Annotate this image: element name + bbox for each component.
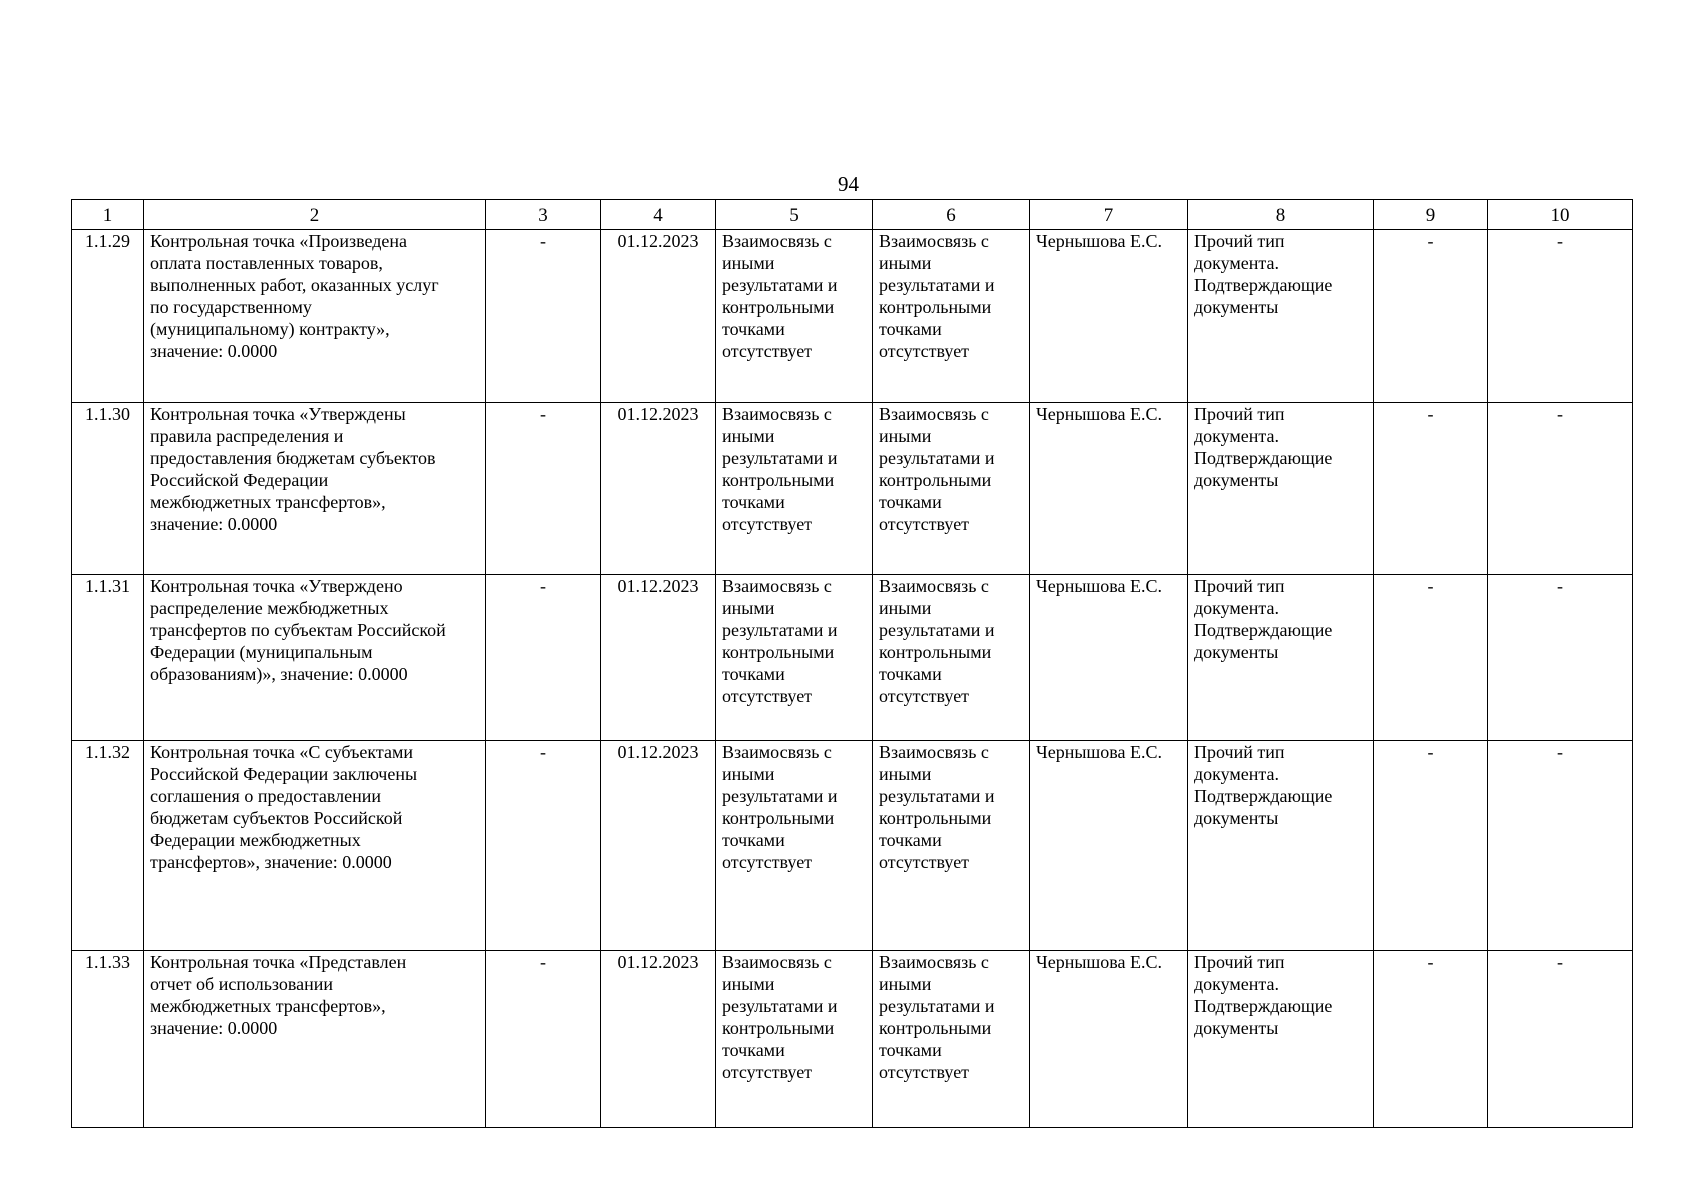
header-col-8: 8	[1188, 200, 1374, 230]
header-col-3: 3	[486, 200, 601, 230]
header-col-9: 9	[1374, 200, 1488, 230]
row-col3: -	[486, 575, 601, 741]
row-title-text: Контрольная точка «Представлен отчет об использовании межбюджетных трансфертов», значение: 0.0000	[150, 952, 407, 1038]
row-responsible: Чернышова Е.С.	[1030, 951, 1188, 1128]
row-col5-text: Взаимосвязь с иными результатами и контрольными точками отсутствует	[722, 404, 838, 534]
row-col10: -	[1488, 951, 1633, 1128]
row-responsible: Чернышова Е.С.	[1030, 741, 1188, 951]
control-points-table	[71, 199, 1633, 1128]
row-title	[144, 741, 486, 951]
row-doc-type-text: Прочий тип документа. Подтверждающие документы	[1194, 576, 1333, 662]
page-number: 94	[838, 172, 859, 196]
row-col10: -	[1488, 230, 1633, 403]
row-date: 01.12.2023	[601, 741, 716, 951]
row-col3: -	[486, 741, 601, 951]
row-col9: -	[1374, 230, 1488, 403]
table-row	[72, 230, 1633, 403]
row-col5	[716, 951, 873, 1128]
row-col9: -	[1374, 403, 1488, 575]
table-row	[72, 575, 1633, 741]
row-col10: -	[1488, 741, 1633, 951]
row-col6	[873, 403, 1030, 575]
row-responsible: Чернышова Е.С.	[1030, 403, 1188, 575]
row-col9: -	[1374, 741, 1488, 951]
row-doc-type	[1188, 230, 1374, 403]
row-doc-type-text: Прочий тип документа. Подтверждающие документы	[1194, 742, 1333, 828]
row-col9: -	[1374, 951, 1488, 1128]
row-doc-type-text: Прочий тип документа. Подтверждающие документы	[1194, 231, 1333, 317]
table-row	[72, 951, 1633, 1128]
row-col6-text: Взаимосвязь с иными результатами и контрольными точками отсутствует	[879, 404, 995, 534]
header-col-6: 6	[873, 200, 1030, 230]
row-col6-text: Взаимосвязь с иными результатами и контрольными точками отсутствует	[879, 742, 995, 872]
row-number: 1.1.30	[72, 403, 144, 575]
row-doc-type	[1188, 951, 1374, 1128]
row-col3: -	[486, 403, 601, 575]
row-col5	[716, 230, 873, 403]
row-col6	[873, 575, 1030, 741]
row-title	[144, 403, 486, 575]
row-number: 1.1.31	[72, 575, 144, 741]
header-col-1: 1	[72, 200, 144, 230]
row-date: 01.12.2023	[601, 403, 716, 575]
row-doc-type	[1188, 575, 1374, 741]
header-col-10: 10	[1488, 200, 1633, 230]
header-col-2: 2	[144, 200, 486, 230]
table-row	[72, 741, 1633, 951]
row-col10: -	[1488, 403, 1633, 575]
row-col5-text: Взаимосвязь с иными результатами и контрольными точками отсутствует	[722, 231, 838, 361]
row-number: 1.1.33	[72, 951, 144, 1128]
row-title	[144, 951, 486, 1128]
header-col-5: 5	[716, 200, 873, 230]
header-col-4: 4	[601, 200, 716, 230]
row-col6	[873, 951, 1030, 1128]
row-col5-text: Взаимосвязь с иными результатами и контрольными точками отсутствует	[722, 952, 838, 1082]
row-date: 01.12.2023	[601, 575, 716, 741]
row-col5-text: Взаимосвязь с иными результатами и контрольными точками отсутствует	[722, 742, 838, 872]
row-number: 1.1.29	[72, 230, 144, 403]
row-col6	[873, 741, 1030, 951]
row-col6	[873, 230, 1030, 403]
row-col3: -	[486, 230, 601, 403]
row-doc-type	[1188, 741, 1374, 951]
row-responsible: Чернышова Е.С.	[1030, 230, 1188, 403]
row-col5	[716, 403, 873, 575]
row-col10: -	[1488, 575, 1633, 741]
row-title-text: Контрольная точка «С субъектами Российской Федерации заключены соглашения о предоставлении бюджетам субъектов Российской Федерации межбюджетных трансфертов», значение: 0.0000	[150, 742, 418, 872]
row-col6-text: Взаимосвязь с иными результатами и контрольными точками отсутствует	[879, 952, 995, 1082]
row-col5	[716, 741, 873, 951]
row-col5-text: Взаимосвязь с иными результатами и контрольными точками отсутствует	[722, 576, 838, 706]
header-col-7: 7	[1030, 200, 1188, 230]
row-doc-type-text: Прочий тип документа. Подтверждающие документы	[1194, 952, 1333, 1038]
row-title-text: Контрольная точка «Утверждены правила распределения и предоставления бюджетам субъектов Российской Федерации межбюджетных трансфертов», значение: 0.0000	[150, 404, 436, 534]
header-row	[72, 200, 1633, 230]
row-date: 01.12.2023	[601, 951, 716, 1128]
row-col6-text: Взаимосвязь с иными результатами и контрольными точками отсутствует	[879, 576, 995, 706]
row-responsible: Чернышова Е.С.	[1030, 575, 1188, 741]
row-doc-type	[1188, 403, 1374, 575]
row-doc-type-text: Прочий тип документа. Подтверждающие документы	[1194, 404, 1333, 490]
table-row	[72, 403, 1633, 575]
row-title	[144, 575, 486, 741]
row-number: 1.1.32	[72, 741, 144, 951]
row-date: 01.12.2023	[601, 230, 716, 403]
row-title-text: Контрольная точка «Произведена оплата поставленных товаров, выполненных работ, оказанных услуг по государственному (муниципальному) контракту», значение: 0.0000	[150, 231, 439, 361]
row-col5	[716, 575, 873, 741]
row-col9: -	[1374, 575, 1488, 741]
row-title	[144, 230, 486, 403]
row-col3: -	[486, 951, 601, 1128]
row-col6-text: Взаимосвязь с иными результатами и контрольными точками отсутствует	[879, 231, 995, 361]
row-title-text: Контрольная точка «Утверждено распределение межбюджетных трансфертов по субъектам Российской Федерации (муниципальным образованиям)», значение: 0.0000	[150, 576, 446, 684]
